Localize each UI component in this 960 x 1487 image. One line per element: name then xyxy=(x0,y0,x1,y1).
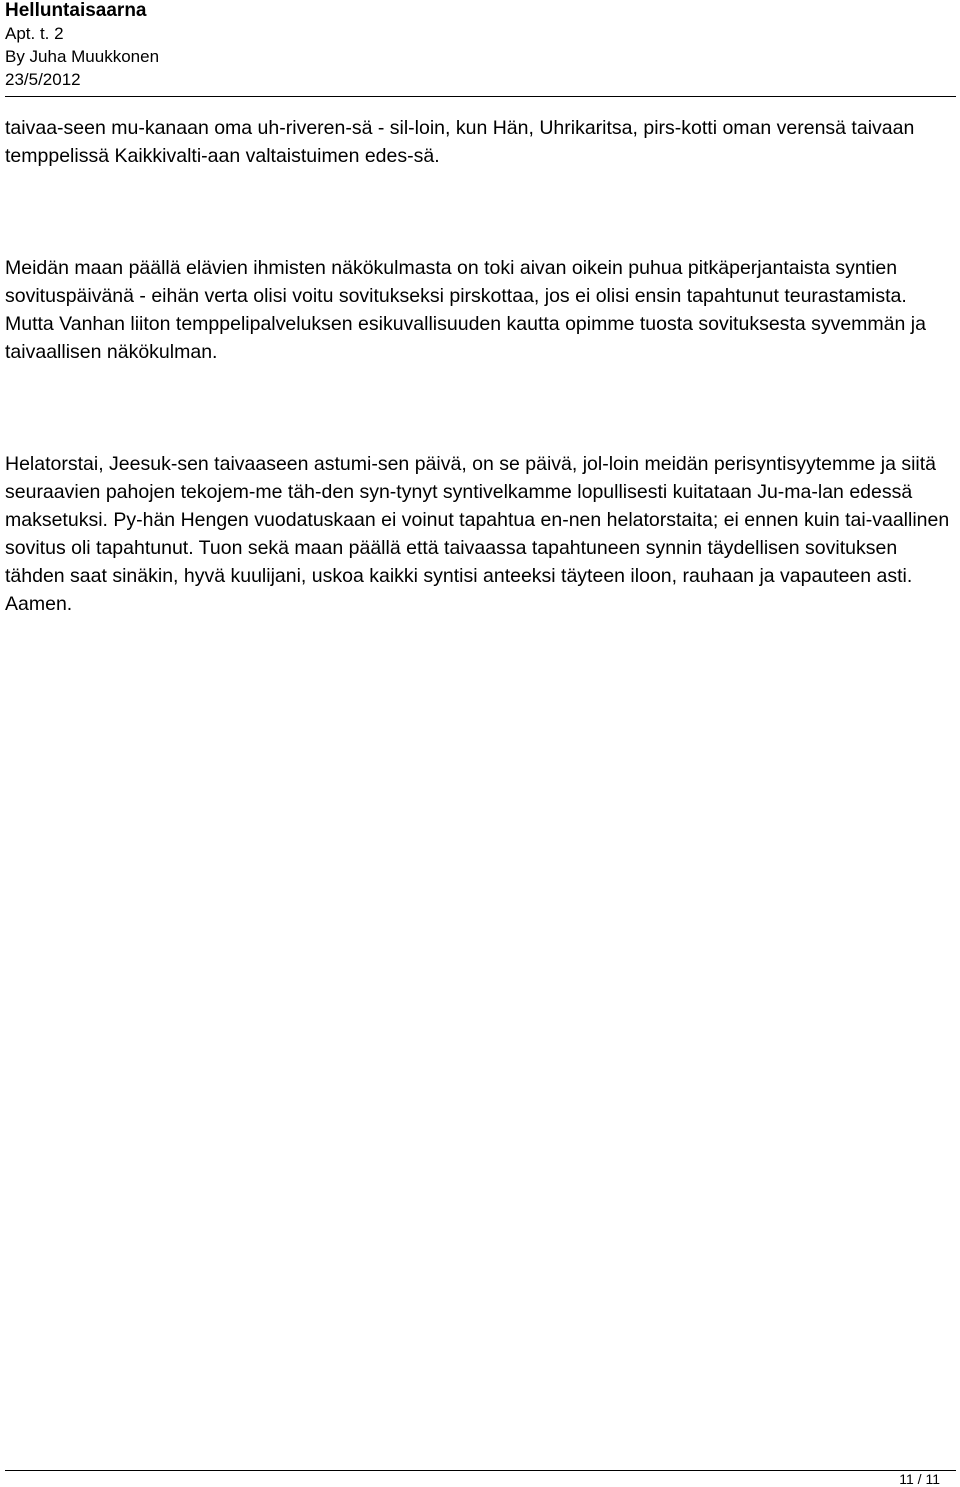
body-paragraph: Meidän maan päällä elävien ihmisten näkökulmasta on toki aivan oikein puhua pitkäperjantaista syntien sovituspäivänä - eihän verta olisi voitu sovitukseksi pirskottaa, jos ei olisi ensin tapahtunut teurastamista. Mutta Vanhan liiton temppelipalveluksen esikuvallisuuden kautta opimme tuosta sovituksesta syvemmän ja taivaallisen näkökulman. xyxy=(5,257,926,363)
document-author: By Juha Muukkonen xyxy=(5,47,160,66)
body-paragraph: Helatorstai, Jeesuk-sen taivaaseen astumi-sen päivä, on se päivä, jol-loin meidän perisyntisyytemme ja siitä seuraavien pahojen tekojem-me täh-den syn-tynyt syntivelkamme lopullisesti kuitataan Ju-ma-lan edessä maksetuksi. Py-hän Hengen vuodatuskaan ei voinut tapahtua en-nen helatorstaita; ei ennen kuin tai-vaallinen sovitus oli tapahtunut. Tuon sekä maan päällä että taivaassa tapahtuneen synnin täydellisen sovituksen tähden saat sinäkin, hyvä kuulijani, uskoa kaikki syntisi anteeksi täyteen iloon, rauhaan ja vapauteen asti. Aamen. xyxy=(5,453,950,615)
page-number: 11 / 11 xyxy=(899,1471,940,1487)
document-subtitle: Apt. t. 2 xyxy=(5,24,64,43)
document-body xyxy=(5,114,955,618)
document-date: 23/5/2012 xyxy=(5,70,81,89)
footer-divider xyxy=(5,1470,956,1471)
body-paragraph: taivaa-seen mu-kanaan oma uh-riveren-sä - sil-loin, kun Hän, Uhrikaritsa, pirs-kotti oman verensä taivaan temppelissä Kaikkivalti-aan valtaistuimen edes-sä. xyxy=(5,117,915,167)
document-header xyxy=(5,0,955,91)
header-divider xyxy=(5,96,956,97)
document-title: Helluntaisaarna xyxy=(5,0,147,21)
